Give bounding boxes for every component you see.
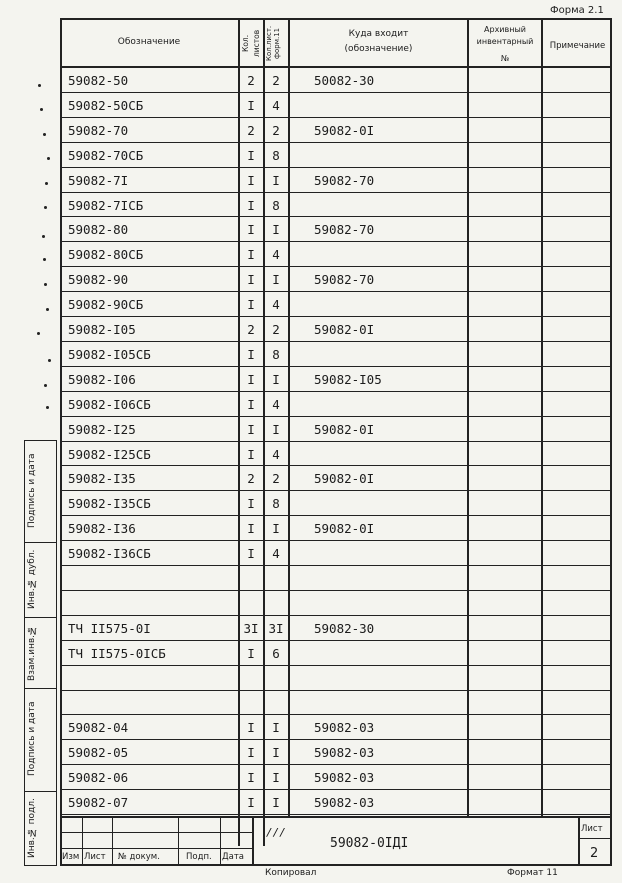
side-block-inv-podl <box>24 791 57 866</box>
row-rule <box>60 142 612 143</box>
row-designation: 59082-80СБ <box>68 247 144 263</box>
scan-mark <box>38 84 41 87</box>
row-designation: 59082-I25СБ <box>68 446 151 462</box>
row-where-used: 59082-03 <box>314 770 375 786</box>
row-rule <box>60 714 612 715</box>
row-sheets-format: 4 <box>272 546 280 562</box>
row-rule <box>60 341 612 342</box>
row-sheets-count: I <box>247 222 255 238</box>
row-designation: 59082-80 <box>68 222 129 238</box>
titleblock-document-number: 59082-0IДI <box>330 836 409 851</box>
col-divider <box>541 18 543 816</box>
row-sheets-format: I <box>272 172 280 188</box>
header-note: Примечание <box>549 41 606 51</box>
titleblock-data: Дата <box>222 852 245 862</box>
row-designation: 59082-50 <box>68 73 129 88</box>
row-where-used: 59082-70 <box>314 172 375 188</box>
row-designation: 59082-I05СБ <box>68 346 151 362</box>
row-sheets-count: 2 <box>247 322 255 337</box>
header-where-used: Куда входит <box>348 29 409 39</box>
row-where-used: 59082-0I <box>314 122 375 138</box>
row-sheets-count: I <box>247 197 255 213</box>
row-designation: ТЧ II575-0IСБ <box>68 645 166 661</box>
row-sheets-count: I <box>247 247 255 263</box>
row-where-used: 50082-30 <box>314 73 375 88</box>
row-designation: 59082-50СБ <box>68 97 144 113</box>
row-sheets-format: 2 <box>272 122 280 138</box>
row-where-used: 59082-03 <box>314 795 375 811</box>
row-rule <box>60 241 612 242</box>
col-divider <box>288 18 290 816</box>
row-sheets-format: I <box>272 795 280 811</box>
row-sheets-format: 3I <box>268 620 284 636</box>
row-sheets-count: I <box>247 745 255 761</box>
row-sheets-count: I <box>247 371 255 387</box>
footer-copied: Копировал <box>265 868 317 878</box>
row-designation: 59082-I05 <box>68 322 136 337</box>
header-archive: Архивный инвентарный <box>476 25 534 46</box>
side-label-inv-podl: Инв.№ подл. <box>27 798 37 858</box>
row-rule <box>60 515 612 516</box>
row-rule <box>60 615 612 616</box>
titleblock-divider <box>252 816 254 866</box>
row-rule <box>60 167 612 168</box>
form-label: Форма 2.1 <box>550 5 604 16</box>
titleblock-sheet-label: Лист <box>581 824 603 834</box>
row-rule <box>60 216 612 217</box>
row-where-used: 59082-70 <box>314 272 375 288</box>
titleblock-izm: Изм <box>62 852 80 862</box>
row-where-used: 59082-70 <box>314 222 375 238</box>
scan-mark <box>43 133 46 136</box>
row-sheets-format: I <box>272 770 280 786</box>
row-designation: 59082-I36СБ <box>68 546 151 562</box>
row-sheets-count: I <box>247 97 255 113</box>
row-sheets-format: I <box>272 272 280 288</box>
row-sheets-format: 4 <box>272 396 280 412</box>
scan-mark <box>47 157 50 160</box>
row-sheets-format: 8 <box>272 346 280 362</box>
row-sheets-count: I <box>247 770 255 786</box>
row-where-used: 59082-0I <box>314 322 375 337</box>
row-where-used: 59082-30 <box>314 620 375 636</box>
row-rule <box>60 490 612 491</box>
header-sheets-count: Кол. листов <box>241 29 261 57</box>
row-designation: 59082-I06СБ <box>68 396 151 412</box>
scan-mark <box>45 182 48 185</box>
scan-mark <box>46 308 49 311</box>
header-designation: Обозначение <box>117 37 181 47</box>
row-where-used: 59082-0I <box>314 521 375 537</box>
scan-mark <box>44 206 47 209</box>
row-designation: 59082-7I <box>68 172 129 188</box>
row-designation: 59082-05 <box>68 745 129 761</box>
titleblock-divider <box>578 816 580 866</box>
titleblock-rule <box>60 832 252 833</box>
header-where-used-sub: (обозначение) <box>344 44 413 54</box>
header-sheets-format: Кол.лист. форм.11 <box>265 25 281 61</box>
row-rule <box>60 465 612 466</box>
row-sheets-count: I <box>247 147 255 163</box>
row-sheets-count: I <box>247 396 255 412</box>
row-designation: 59082-I35СБ <box>68 496 151 512</box>
row-rule <box>60 665 612 666</box>
titleblock-doc-no: № докум. <box>118 852 160 862</box>
titleblock-divider <box>82 816 83 866</box>
row-sheets-count: I <box>247 272 255 288</box>
row-designation: ТЧ II575-0I <box>68 620 151 636</box>
side-block-vzam-inv <box>24 617 57 689</box>
row-designation: 59082-7IСБ <box>68 197 144 213</box>
row-rule <box>60 565 612 566</box>
row-rule <box>60 416 612 417</box>
row-sheets-count: 2 <box>247 471 255 487</box>
side-label-inv-dubl: Инв.№ дубл. <box>27 549 37 610</box>
titleblock-sheet-number: 2 <box>590 846 599 861</box>
row-designation: 59082-06 <box>68 770 129 786</box>
titleblock-top-rule <box>60 816 612 818</box>
row-sheets-format: 4 <box>272 446 280 462</box>
row-rule <box>60 690 612 691</box>
row-rule <box>60 117 612 118</box>
row-sheets-format: 4 <box>272 97 280 113</box>
row-designation: 59082-07 <box>68 795 129 811</box>
row-designation: 59082-90СБ <box>68 297 144 313</box>
row-sheets-count: I <box>247 346 255 362</box>
row-where-used: 59082-0I <box>314 421 375 437</box>
row-sheets-count: I <box>247 521 255 537</box>
row-designation: 59082-90 <box>68 272 129 288</box>
scan-mark <box>44 283 47 286</box>
row-sheets-format: 2 <box>272 471 280 487</box>
row-rule <box>60 590 612 591</box>
side-label-sign-date-2: Подпись и дата <box>27 701 37 777</box>
row-sheets-format: 2 <box>272 73 280 88</box>
row-rule <box>60 391 612 392</box>
row-rule <box>60 764 612 765</box>
row-sheets-count: 2 <box>247 122 255 138</box>
row-rule <box>60 192 612 193</box>
side-label-sign-date: Подпись и дата <box>27 453 37 529</box>
row-designation: 59082-70СБ <box>68 147 144 163</box>
titleblock-rule <box>60 848 252 849</box>
row-sheets-count: I <box>247 496 255 512</box>
row-rule <box>60 92 612 93</box>
row-designation: 59082-70 <box>68 122 129 138</box>
row-rule <box>60 814 612 815</box>
scan-mark <box>37 332 40 335</box>
row-where-used: 59082-03 <box>314 720 375 736</box>
side-block-inv-dubl <box>24 542 57 618</box>
row-designation: 59082-I36 <box>68 521 136 537</box>
row-rule <box>60 366 612 367</box>
row-sheets-count: 2 <box>247 73 255 88</box>
row-sheets-format: 2 <box>272 322 280 337</box>
titleblock-divider <box>112 816 113 866</box>
row-sheets-count: I <box>247 172 255 188</box>
row-sheets-count: I <box>247 297 255 313</box>
row-sheets-count: 3I <box>243 620 259 636</box>
row-sheets-format: 4 <box>272 297 280 313</box>
row-rule <box>60 640 612 641</box>
titleblock-handwritten-mark: /// <box>266 826 286 839</box>
header-archive-no: № <box>500 54 510 63</box>
row-designation: 59082-I35 <box>68 471 136 487</box>
col-divider <box>467 18 469 816</box>
row-sheets-format: I <box>272 745 280 761</box>
titleblock-rule <box>578 838 612 839</box>
titleblock-list: Лист <box>84 852 106 862</box>
row-sheets-format: 8 <box>272 197 280 213</box>
titleblock-podp: Подп. <box>186 852 212 862</box>
row-sheets-format: 4 <box>272 247 280 263</box>
row-sheets-format: I <box>272 720 280 736</box>
scan-mark <box>40 108 43 111</box>
row-rule <box>60 540 612 541</box>
scan-mark <box>44 384 47 387</box>
header-rule <box>60 66 612 68</box>
scan-mark <box>43 258 46 261</box>
row-sheets-count: I <box>247 421 255 437</box>
side-block-sign-date-1 <box>24 440 57 543</box>
row-designation: 59082-I06 <box>68 371 136 387</box>
row-sheets-count: I <box>247 446 255 462</box>
row-rule <box>60 291 612 292</box>
row-where-used: 59082-I05 <box>314 371 382 387</box>
row-rule <box>60 316 612 317</box>
row-sheets-count: I <box>247 546 255 562</box>
row-designation: 59082-I25 <box>68 421 136 437</box>
row-designation: 59082-04 <box>68 720 129 736</box>
row-sheets-count: I <box>247 645 255 661</box>
row-sheets-format: I <box>272 222 280 238</box>
row-sheets-format: I <box>272 371 280 387</box>
row-sheets-count: I <box>247 720 255 736</box>
row-where-used: 59082-0I <box>314 471 375 487</box>
scan-mark <box>42 235 45 238</box>
row-rule <box>60 266 612 267</box>
footer-format: Формат 11 <box>507 868 558 878</box>
row-sheets-format: 6 <box>272 645 280 661</box>
row-where-used: 59082-03 <box>314 745 375 761</box>
titleblock-divider <box>220 816 221 866</box>
row-rule <box>60 441 612 442</box>
row-sheets-count: I <box>247 795 255 811</box>
scan-mark <box>46 406 49 409</box>
side-block-sign-date-2 <box>24 688 57 792</box>
side-label-vzam-inv: Взам.инв.№ <box>27 624 37 681</box>
scan-mark <box>48 359 51 362</box>
row-sheets-format: I <box>272 521 280 537</box>
row-sheets-format: I <box>272 421 280 437</box>
titleblock-divider <box>178 816 179 866</box>
row-sheets-format: 8 <box>272 147 280 163</box>
row-rule <box>60 789 612 790</box>
row-sheets-format: 8 <box>272 496 280 512</box>
row-rule <box>60 739 612 740</box>
